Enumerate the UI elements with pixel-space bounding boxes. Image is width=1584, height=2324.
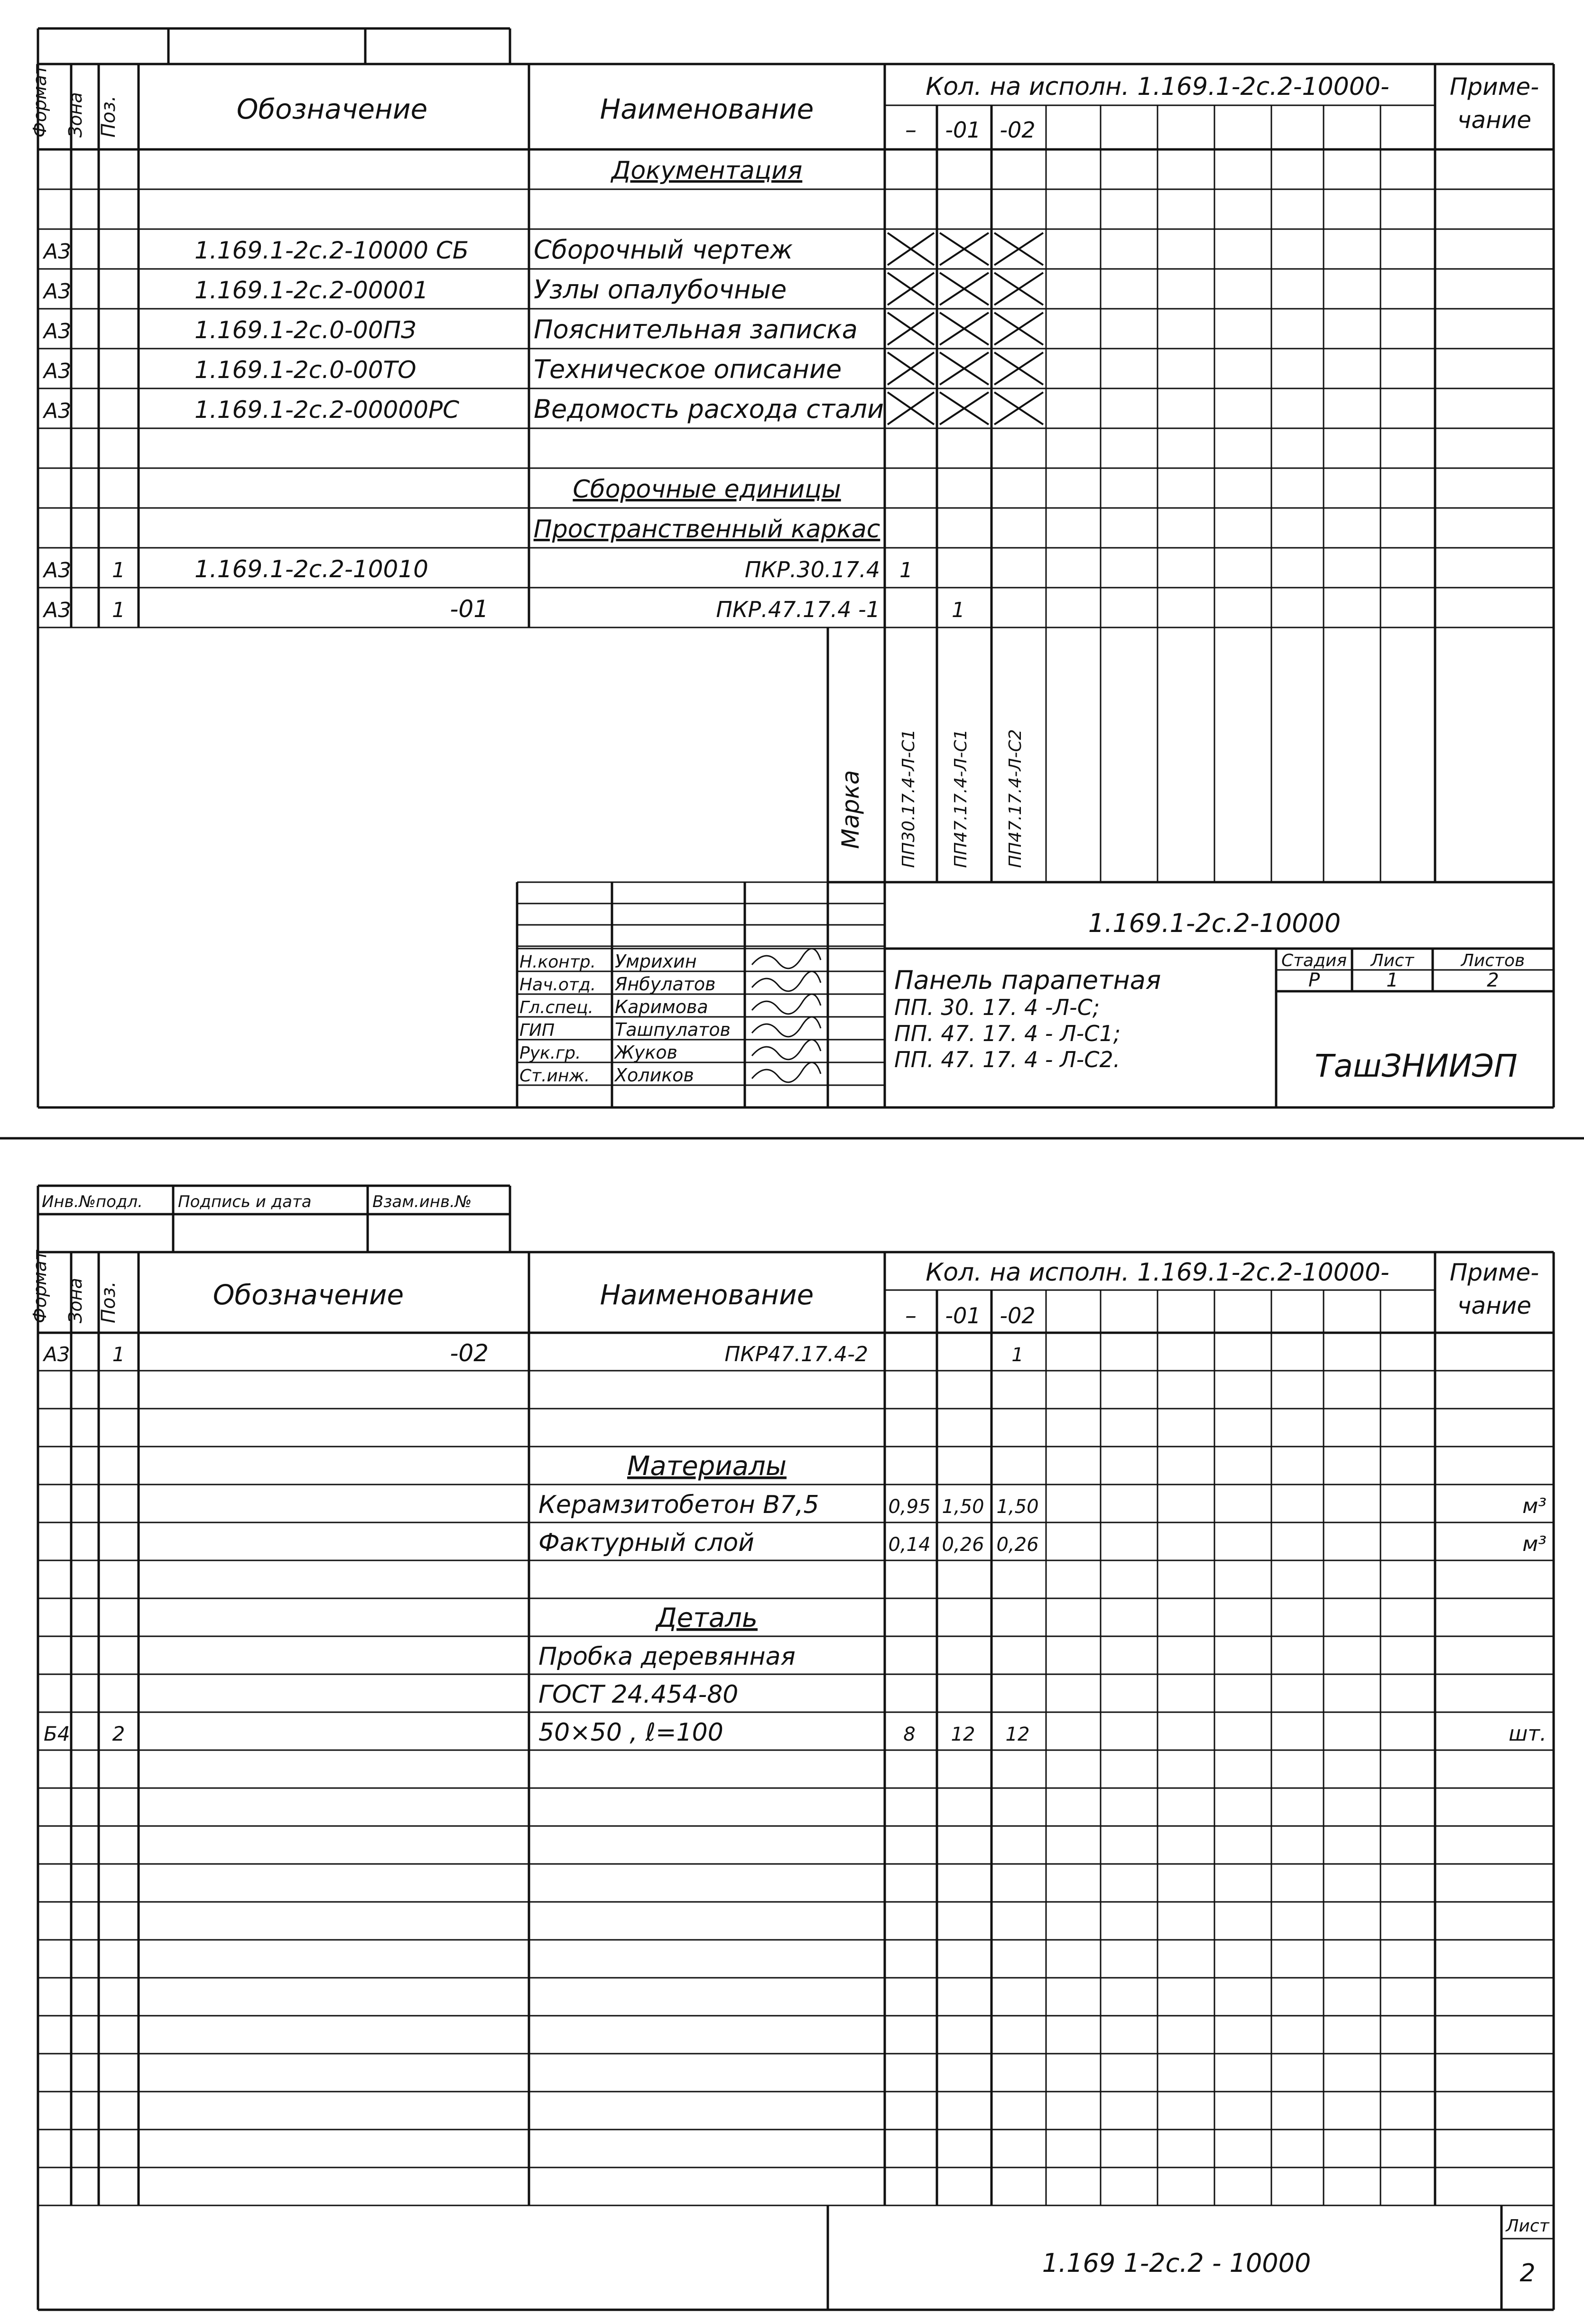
header-qty-title: Кол. на исполн. 1.169.1-2с.2-10000- [926, 73, 1389, 101]
signature-mark [752, 1062, 821, 1082]
header-variant: -02 [1000, 1303, 1036, 1328]
titleblock-name: Умрихин [615, 951, 697, 972]
titleblock-role: Ст.инж. [519, 1066, 590, 1086]
header-name: Наименование [600, 93, 814, 125]
titleblock-stage-label: Стадия [1281, 951, 1347, 970]
header-note: Приме- [1449, 1259, 1539, 1286]
row-name: Сборочный чертеж [534, 235, 793, 265]
titleblock-role: Гл.спец. [519, 998, 593, 1017]
section-heading: Деталь [656, 1603, 758, 1633]
header-zone: Зона [65, 92, 86, 138]
side-label-sign: Подпись и дата [178, 1192, 312, 1211]
header-name: Наименование [600, 1279, 814, 1311]
row-format: А3 [44, 598, 72, 622]
header-variant: – [905, 117, 917, 143]
row-qty: 1 [899, 558, 913, 582]
signature-mark [752, 971, 821, 991]
signature-mark [752, 949, 821, 968]
row-pos: 1 [112, 598, 125, 622]
row-qty: 0,95 [888, 1496, 931, 1518]
row-note: м³ [1522, 1494, 1547, 1518]
footer-sheet-label: Лист [1506, 2216, 1549, 2236]
marka-value: ПП47.17.4-Л-С1 [951, 729, 971, 868]
titleblock-role: ГИП [519, 1021, 555, 1040]
row-designation: 1.169.1-2с.0-00ТО [195, 356, 417, 384]
header-pos: Поз. [98, 1281, 120, 1323]
titleblock-role: Рук.гр. [519, 1043, 581, 1063]
row-designation: 1.169.1-2с.2-00001 [195, 277, 428, 304]
titleblock-role: Н.контр. [519, 952, 596, 972]
section-heading: Пространственный каркас [533, 515, 880, 544]
row-name: Ведомость расхода стали [534, 394, 884, 424]
titleblock-sheets-label: Листов [1461, 951, 1525, 970]
row-designation: 1.169.1-2с.0-00ПЗ [195, 316, 417, 344]
header-format: Формат [29, 1250, 50, 1323]
header-designation: Обозначение [213, 1279, 404, 1311]
header-variant: -01 [945, 117, 981, 143]
row-name: 50×50 , ℓ=100 [538, 1718, 723, 1747]
row-designation: -01 [450, 595, 489, 623]
row-pos: 1 [112, 558, 125, 582]
header-variant: – [905, 1302, 917, 1329]
titleblock-sheets: 2 [1487, 969, 1499, 991]
row-name: Фактурный слой [538, 1529, 754, 1557]
header-variant: -01 [945, 1303, 981, 1328]
marka-value: ПП30.17.4-Л-С1 [899, 729, 918, 868]
row-designation: -02 [450, 1339, 489, 1367]
marka-label: Марка [837, 770, 864, 849]
row-name: ГОСТ 24.454-80 [538, 1680, 739, 1709]
row-format: А3 [44, 279, 72, 304]
signature-mark [752, 1017, 821, 1037]
section-heading: Материалы [627, 1451, 787, 1482]
titleblock-name: Холиков [615, 1065, 694, 1086]
row-name: Керамзитобетон В7,5 [538, 1491, 819, 1519]
titleblock-title-line: ПП. 47. 17. 4 - Л-С1; [894, 1021, 1121, 1046]
titleblock-sheet: 1 [1386, 969, 1399, 991]
row-qty: 1 [952, 598, 965, 622]
row-format: А3 [44, 558, 72, 582]
row-format: А3 [44, 240, 72, 264]
row-name: ПКР.47.17.4 -1 [716, 597, 880, 622]
row-qty: 1 [1011, 1344, 1024, 1366]
footer-code: 1.169 1-2с.2 - 10000 [1042, 2248, 1311, 2278]
row-designation: 1.169.1-2с.2-00000РС [195, 396, 460, 424]
row-qty: 1,50 [942, 1496, 984, 1518]
row-name: Пояснительная записка [534, 314, 858, 344]
row-name: Пробка деревянная [538, 1642, 796, 1671]
row-format: Б4 [44, 1722, 70, 1745]
row-qty: 1,50 [996, 1496, 1039, 1518]
header-note: чание [1457, 1292, 1532, 1319]
row-note: м³ [1522, 1532, 1547, 1556]
row-name: Узлы опалубочные [534, 275, 787, 304]
row-name: ПКР47.17.4-2 [724, 1342, 868, 1366]
titleblock-code: 1.169.1-2с.2-10000 [1088, 908, 1341, 938]
titleblock-stage: Р [1308, 969, 1320, 991]
row-qty: 12 [1005, 1724, 1030, 1745]
row-format: А3 [44, 319, 72, 343]
row-qty: 0,14 [888, 1534, 931, 1556]
titleblock-title-line: ПП. 47. 17. 4 - Л-С2. [894, 1047, 1121, 1072]
header-format: Формат [29, 64, 50, 138]
titleblock-name: Каримова [615, 996, 708, 1017]
section-heading: Документация [611, 157, 803, 185]
row-name: Техническое описание [534, 354, 842, 384]
row-qty: 8 [903, 1724, 916, 1745]
titleblock-name: Жуков [615, 1042, 678, 1063]
header-pos: Поз. [98, 95, 120, 138]
row-format: А3 [44, 1343, 70, 1366]
header-note: Приме- [1449, 73, 1539, 101]
titleblock-name: Янбулатов [615, 974, 716, 995]
titleblock-name: Ташпулатов [615, 1019, 731, 1040]
titleblock-title-line: Панель парапетная [894, 965, 1161, 995]
header-zone: Зона [65, 1278, 86, 1323]
row-designation: 1.169.1-2с.2-10000 СБ [195, 237, 469, 264]
side-label-inv: Инв.№подл. [42, 1192, 143, 1211]
row-designation: 1.169.1-2с.2-10010 [195, 555, 428, 583]
section-heading: Сборочные единицы [573, 475, 841, 504]
signature-mark [752, 1040, 821, 1060]
titleblock-title-line: ПП. 30. 17. 4 -Л-С; [894, 995, 1100, 1020]
side-label-replace: Взам.инв.№ [372, 1192, 472, 1211]
row-format: А3 [44, 399, 72, 423]
row-qty: 12 [951, 1724, 975, 1745]
header-designation: Обозначение [236, 93, 428, 125]
titleblock-org: ТашЗНИИЭП [1315, 1048, 1518, 1084]
signature-mark [752, 994, 821, 1014]
row-qty: 0,26 [996, 1534, 1039, 1556]
titleblock-role: Нач.отд. [519, 975, 596, 995]
row-pos: 1 [112, 1343, 125, 1366]
row-pos: 2 [112, 1722, 125, 1745]
footer-sheet: 2 [1519, 2259, 1536, 2287]
header-variant: -02 [1000, 117, 1036, 143]
header-qty-title: Кол. на исполн. 1.169.1-2с.2-10000- [926, 1258, 1389, 1287]
marka-value: ПП47.17.4-Л-С2 [1006, 729, 1025, 868]
row-format: А3 [44, 359, 72, 383]
row-qty: 0,26 [942, 1534, 984, 1556]
row-note: шт. [1509, 1722, 1547, 1746]
titleblock-sheet-label: Лист [1371, 951, 1414, 970]
header-note: чание [1457, 106, 1532, 134]
row-name: ПКР.30.17.4 [744, 557, 880, 582]
